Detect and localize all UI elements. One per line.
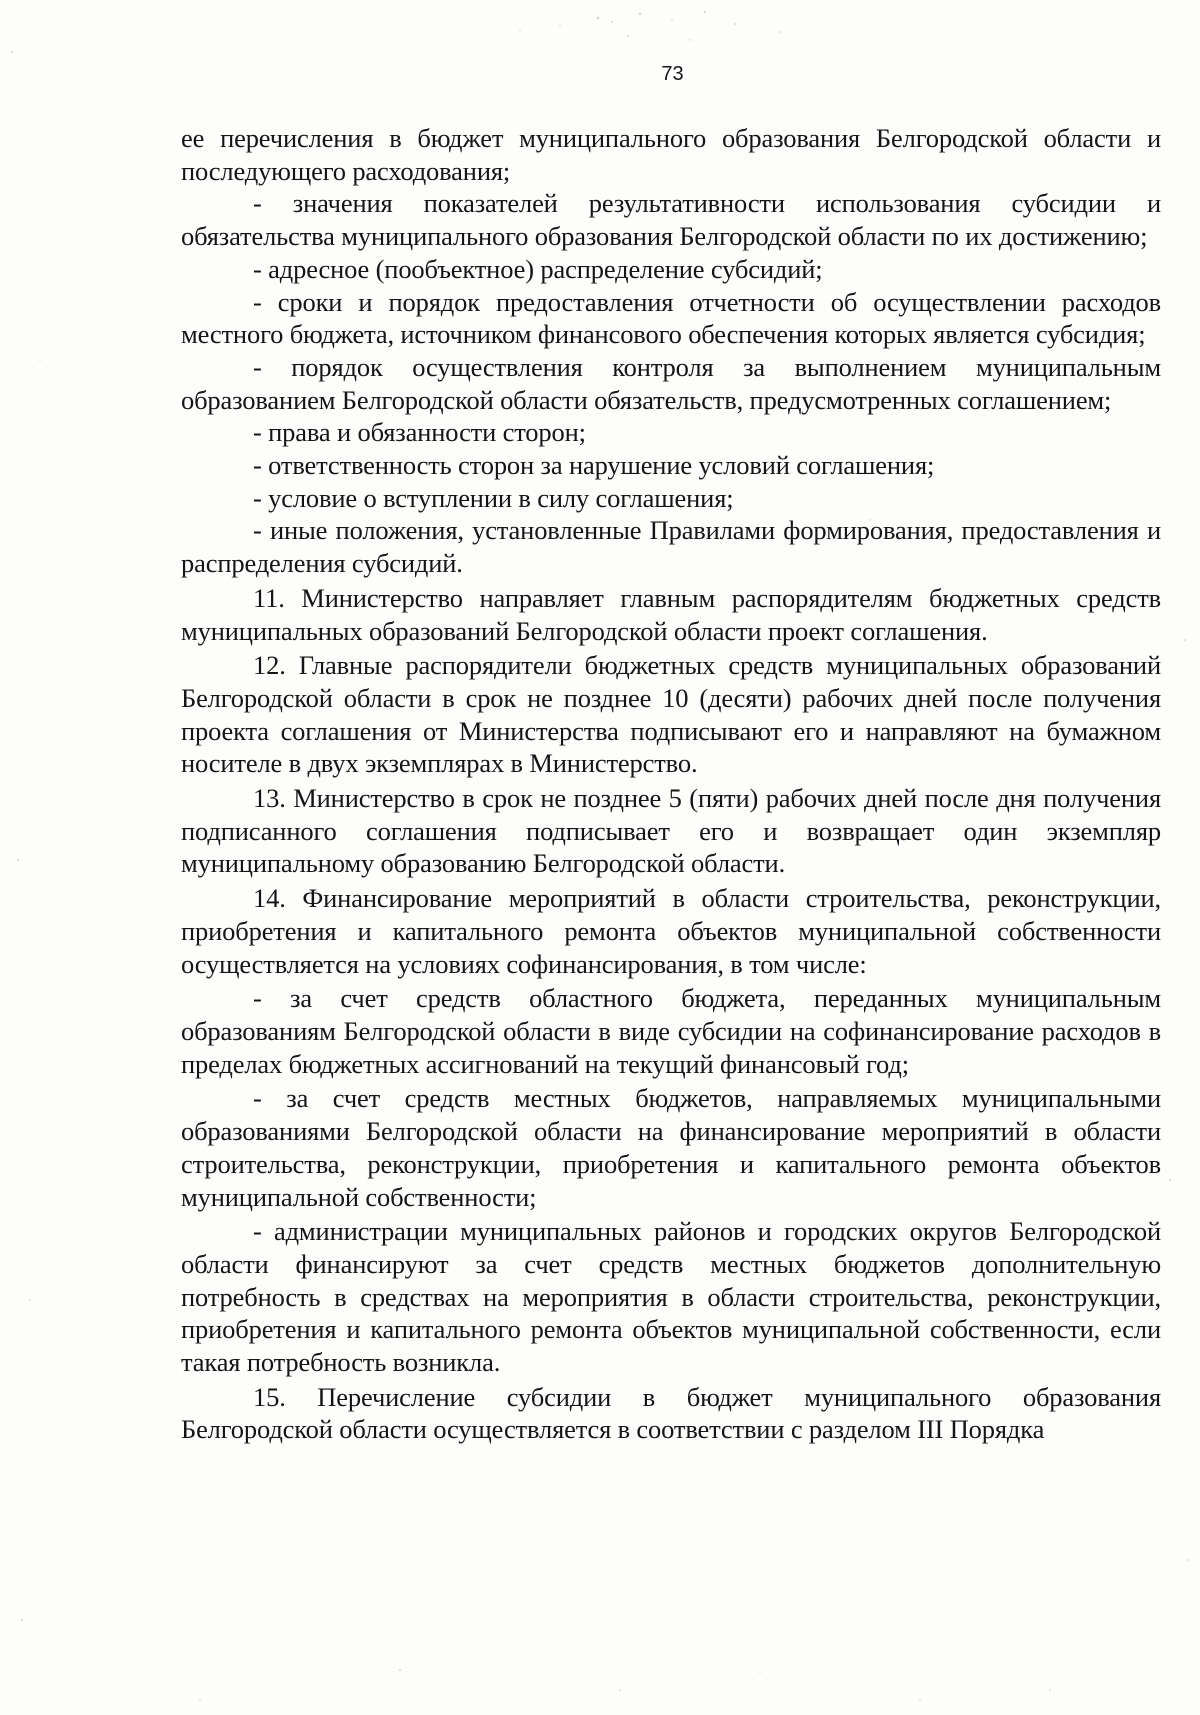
list-item-rights-duties: - права и обязанности сторон; — [253, 417, 586, 448]
paragraph-clause-11: 11. Министерство направляет главным распорядителям бюджетных средств муниципальных образований Белгородской области проект соглашения. — [181, 582, 1161, 646]
list-item-local-budgets: - за счет средств местных бюджетов, направляемых муниципальными образованиями Белгородской области на финансирование мероприятий в области строительства, реконструкции, приобретения и капитального ремонта объектов муниципальной собственности; — [181, 1083, 1161, 1212]
list-item-responsibility: - ответственность сторон за нарушение условий соглашения; — [253, 450, 935, 481]
list-item-indicator-values: - значения показателей результативности использования субсидии и обязательства муниципального образования Белгородской области по их достижению; — [181, 188, 1161, 252]
paragraph-continuation: ее перечисления в бюджет муниципального образования Белгородской области и последующего расходования; — [181, 123, 1161, 186]
paragraph-clause-12: 12. Главные распорядители бюджетных средств муниципальных образований Белгородской области в срок не позднее 10 (десяти) рабочих дней после получения проекта соглашения от Министерства подписывают его и направляют на бумажном носителе в двух экземплярах в Министерство. — [181, 650, 1161, 779]
paragraph-clause-13: 13. Министерство в срок не позднее 5 (пяти) рабочих дней после дня получения подписанного соглашения подписывает его и возвращает один экземпляр муниципальному образованию Белгородской области. — [181, 783, 1161, 879]
paragraph-clause-14: 14. Финансирование мероприятий в области строительства, реконструкции, приобретения и капитального ремонта объектов муниципальной собственности осуществляется на условиях софинансирования, в том числе: — [181, 883, 1161, 979]
document-body — [181, 122, 1161, 1446]
list-item-entry-into-force: - условие о вступлении в силу соглашения; — [253, 482, 734, 513]
list-item-address-distribution: - адресное (пообъектное) распределение субсидий; — [253, 253, 823, 284]
list-item-reporting-terms: - сроки и порядок предоставления отчетности об осуществлении расходов местного бюджета, источником финансового обеспечения которых является субсидия; — [181, 286, 1161, 350]
list-item-other-provisions: - иные положения, установленные Правилами формирования, предоставления и распределения субсидий. — [181, 515, 1161, 579]
list-item-control-procedure: - порядок осуществления контроля за выполнением муниципальным образованием Белгородской области обязательств, предусмотренных соглашением; — [181, 351, 1161, 415]
list-item-administrations: - администрации муниципальных районов и городских округов Белгородской области финансируют за счет средств местных бюджетов дополнительную потребность в средствах на мероприятия в области строительства, реконструкции, приобретения и капитального ремонта объектов муниципальной собственности, если такая потребность возникла. — [181, 1216, 1161, 1378]
paragraph-clause-15: 15. Перечисление субсидии в бюджет муниципального образования Белгородской области осуществляется в соответствии с разделом III Порядка — [181, 1381, 1161, 1445]
list-item-regional-budget: - за счет средств областного бюджета, переданных муниципальным образованиям Белгородской области в виде субсидии на софинансирование расходов в пределах бюджетных ассигнований на текущий финансовый год; — [181, 983, 1161, 1079]
page-number: 73 — [661, 63, 684, 85]
